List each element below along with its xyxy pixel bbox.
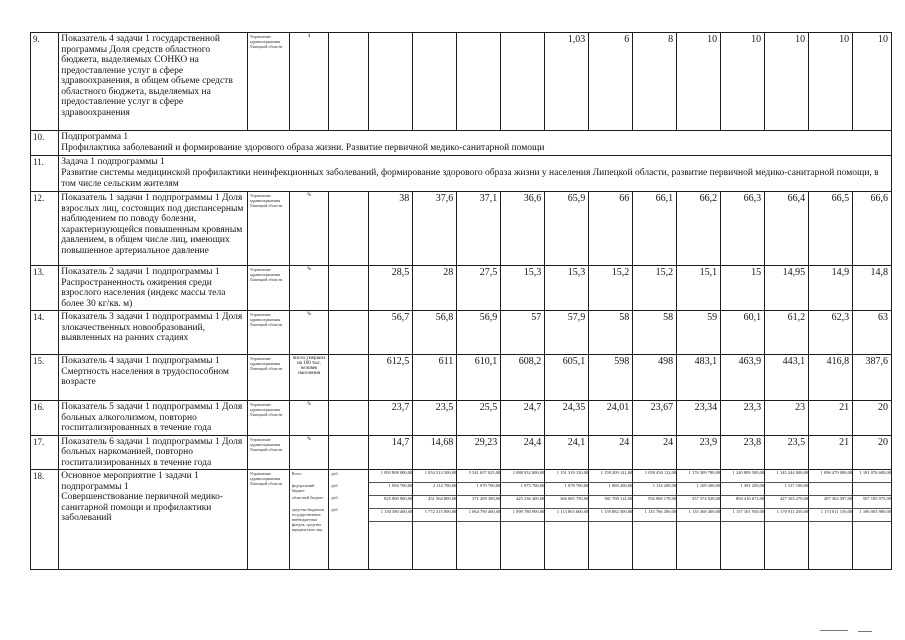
value-cell: 24 bbox=[589, 435, 633, 470]
finance-year-cell bbox=[721, 470, 765, 570]
table-row bbox=[31, 131, 892, 156]
table-row bbox=[31, 311, 892, 355]
row-number: 13. bbox=[31, 266, 59, 311]
finance-amount: 1 391 250,00 bbox=[721, 483, 764, 496]
executor-name: Управление здравоохранения Липецкой области bbox=[247, 266, 289, 311]
executor-name: Управление здравоохранения Липецкой области bbox=[247, 192, 289, 266]
finance-source-label: средства бюджетов государственных внебюджетных фондов, средства юридических лиц bbox=[291, 507, 325, 532]
value-cell: 21 bbox=[809, 435, 853, 470]
finance-year-cell bbox=[809, 470, 853, 570]
finance-unit: руб. bbox=[331, 495, 339, 500]
row-number: 15. bbox=[31, 355, 59, 401]
finance-sources bbox=[289, 470, 329, 570]
row-number: 17. bbox=[31, 435, 59, 470]
value-cell bbox=[457, 33, 501, 131]
finance-amount: 1 088 932 000,00 bbox=[501, 470, 544, 483]
finance-amount: 1 069 200,00 bbox=[589, 483, 632, 496]
finance-amount: 427 163 279,00 bbox=[765, 496, 808, 509]
value-cell bbox=[329, 192, 369, 266]
indicator-name: Показатель 1 задачи 1 подпрограммы 1 Доля взрослых лиц, состоящих под диспансерным наблюдением по поводу болезни, характеризующейся повышенным кровяным давлением, в общем числе лиц, имеющих повышенное артериальное давление bbox=[59, 192, 248, 266]
value-cell: 8 bbox=[633, 33, 677, 131]
value-cell: 416,8 bbox=[809, 355, 853, 401]
finance-year-cell bbox=[501, 470, 545, 570]
value-cell: 24 bbox=[633, 435, 677, 470]
finance-amount: 1 145 244 000,00 bbox=[765, 470, 808, 483]
section-heading: Подпрограмма 1 Профилактика заболеваний и формирование здорового образа жизни. Развитие первичной медико-санитарной помощи bbox=[59, 131, 892, 156]
value-cell: 23,34 bbox=[677, 401, 721, 436]
indicator-name: Показатель 4 задачи 1 государственной программы Доля средств областного бюджета, выделяемых СОНКО на предоставление услуг в сфере здравоохранения, в общем объеме средств областного бюджета, выделяемых на предоставление услуг в сфере здравоохранения bbox=[59, 33, 248, 131]
value-cell: 10 bbox=[765, 33, 809, 131]
finance-amount: 381 769 114,00 bbox=[589, 496, 632, 509]
row-number: 12. bbox=[31, 192, 59, 266]
value-cell: 24,01 bbox=[589, 401, 633, 436]
value-cell: 37,6 bbox=[413, 192, 457, 266]
value-cell: 63 bbox=[853, 311, 892, 355]
value-cell: 15,3 bbox=[501, 266, 545, 311]
finance-amount: 371 209 300,00 bbox=[457, 496, 500, 509]
value-cell: 10 bbox=[853, 33, 892, 131]
value-cell: 443,1 bbox=[765, 355, 809, 401]
finance-unit: руб. bbox=[331, 483, 339, 488]
value-cell: 612,5 bbox=[369, 355, 413, 401]
table-row bbox=[31, 266, 892, 311]
value-cell: 24,1 bbox=[545, 435, 589, 470]
table-row bbox=[31, 192, 892, 266]
value-cell: 24,7 bbox=[501, 401, 545, 436]
value-cell: 58 bbox=[589, 311, 633, 355]
value-cell bbox=[329, 355, 369, 401]
unit-cell: % bbox=[289, 192, 329, 266]
value-cell: 15,2 bbox=[633, 266, 677, 311]
value-cell bbox=[329, 401, 369, 436]
finance-amount: 451 564 800,00 bbox=[413, 496, 456, 509]
finance-amount bbox=[809, 483, 852, 496]
row-number: 16. bbox=[31, 401, 59, 436]
executor-name: Управление здравоохранения Липецкой области bbox=[247, 355, 289, 401]
value-cell: 14,95 bbox=[765, 266, 809, 311]
value-cell: 1,03 bbox=[545, 33, 589, 131]
unit-cell: % bbox=[289, 311, 329, 355]
table-row bbox=[31, 401, 892, 436]
value-cell: 56,9 bbox=[457, 311, 501, 355]
finance-amount: 5 541 657 025,00 bbox=[457, 470, 500, 483]
value-cell: 65,9 bbox=[545, 192, 589, 266]
value-cell: 23,5 bbox=[765, 435, 809, 470]
finance-unit: руб. bbox=[331, 471, 339, 476]
finance-amount: 1 094 700,00 bbox=[369, 483, 412, 496]
value-cell: 24,4 bbox=[501, 435, 545, 470]
value-cell: 58 bbox=[633, 311, 677, 355]
finance-amount: 1 772 315 000,00 bbox=[413, 509, 456, 522]
finance-amount: 507 185 075,00 bbox=[853, 496, 891, 509]
value-cell: 23,3 bbox=[721, 401, 765, 436]
value-cell: 15,1 bbox=[677, 266, 721, 311]
finance-amount: 497 363 597,00 bbox=[809, 496, 852, 509]
value-cell: 21 bbox=[809, 401, 853, 436]
value-cell bbox=[329, 435, 369, 470]
table-row bbox=[31, 470, 892, 570]
value-cell: 608,2 bbox=[501, 355, 545, 401]
value-cell bbox=[329, 33, 369, 131]
finance-year-cell bbox=[545, 470, 589, 570]
row-number: 18. bbox=[31, 470, 59, 570]
value-cell bbox=[501, 33, 545, 131]
finance-amount: 1 157 101 950,00 bbox=[721, 509, 764, 522]
finance-amount: 1 150 580 400,00 bbox=[369, 509, 412, 522]
table-row bbox=[31, 156, 892, 192]
row-number: 9. bbox=[31, 33, 59, 131]
value-cell: 6 bbox=[589, 33, 633, 131]
value-cell: 66 bbox=[589, 192, 633, 266]
finance-unit: руб. bbox=[331, 507, 339, 512]
value-cell: 24,35 bbox=[545, 401, 589, 436]
finance-year-cell bbox=[633, 470, 677, 570]
value-cell: 29,23 bbox=[457, 435, 501, 470]
value-cell: 23,9 bbox=[677, 435, 721, 470]
value-cell: 60,1 bbox=[721, 311, 765, 355]
value-cell: 37,1 bbox=[457, 192, 501, 266]
value-cell bbox=[329, 311, 369, 355]
unit-cell: % bbox=[289, 266, 329, 311]
value-cell: 10 bbox=[809, 33, 853, 131]
table-row bbox=[31, 435, 892, 470]
finance-year-cell bbox=[369, 470, 413, 570]
value-cell: 23,5 bbox=[413, 401, 457, 436]
value-cell: 57 bbox=[501, 311, 545, 355]
finance-amount: 1 059 450 112,00 bbox=[633, 470, 676, 483]
finance-amount: 1 093 808 000,00 bbox=[369, 470, 412, 483]
finance-amount: 1 070 700,00 bbox=[457, 483, 500, 496]
finance-year-cell bbox=[457, 470, 501, 570]
value-cell: 28 bbox=[413, 266, 457, 311]
finance-year-cell bbox=[677, 470, 721, 570]
finance-amount: 556 968 178,00 bbox=[633, 496, 676, 509]
finance-units bbox=[329, 470, 369, 570]
finance-amount: 1 155 368 400,00 bbox=[677, 509, 720, 522]
unit-cell: 4 bbox=[289, 33, 329, 131]
finance-year-cell bbox=[765, 470, 809, 570]
value-cell: 66,5 bbox=[809, 192, 853, 266]
value-cell: 56,8 bbox=[413, 311, 457, 355]
indicator-name: Основное мероприятие 1 задачи 1 подпрограммы 1 Совершенствование первичной медико-санитарной помощи и профилактики заболеваний bbox=[59, 470, 248, 570]
row-number: 14. bbox=[31, 311, 59, 355]
value-cell: 463,9 bbox=[721, 355, 765, 401]
value-cell: 61,2 bbox=[765, 311, 809, 355]
value-cell: 56,7 bbox=[369, 311, 413, 355]
indicator-name: Показатель 2 задачи 1 подпрограммы 1 Распространенность ожирения среди взрослого населения (индекс массы тела более 30 кг/кв. м) bbox=[59, 266, 248, 311]
executor-name: Управление здравоохранения Липецкой области bbox=[247, 470, 289, 570]
value-cell: 57,9 bbox=[545, 311, 589, 355]
executor-name: Управление здравоохранения Липецкой области bbox=[247, 435, 289, 470]
executor-name: Управление здравоохранения Липецкой области bbox=[247, 311, 289, 355]
finance-year-cell bbox=[413, 470, 457, 570]
value-cell: 66,3 bbox=[721, 192, 765, 266]
executor-name: Управление здравоохранения Липецкой области bbox=[247, 33, 289, 131]
unit-cell: число умерших на 100 тыс. человек населения bbox=[289, 355, 329, 401]
finance-amount: 2 114 700,00 bbox=[413, 483, 456, 496]
value-cell: 15 bbox=[721, 266, 765, 311]
value-cell: 611 bbox=[413, 355, 457, 401]
finance-amount: 1 099 780 900,00 bbox=[501, 509, 544, 522]
finance-amount: 1 096 479 000,00 bbox=[809, 470, 852, 483]
finance-amount: 1 078 700,00 bbox=[545, 483, 588, 496]
value-cell: 20 bbox=[853, 401, 892, 436]
value-cell: 14,9 bbox=[809, 266, 853, 311]
value-cell: 387,6 bbox=[853, 355, 892, 401]
value-cell: 27,5 bbox=[457, 266, 501, 311]
finance-amount: 1 114 200,00 bbox=[633, 483, 676, 496]
finance-amount: 825 800 900,00 bbox=[369, 496, 412, 509]
indicator-name: Показатель 3 задачи 1 подпрограммы 1 Доля злокачественных новообразований, выявленных на ранних стадиях bbox=[59, 311, 248, 355]
value-cell bbox=[369, 33, 413, 131]
finance-amount bbox=[853, 483, 891, 496]
value-cell: 25,5 bbox=[457, 401, 501, 436]
finance-amount: 1 159 209 141,00 bbox=[589, 470, 632, 483]
finance-year-cell bbox=[853, 470, 892, 570]
finance-amount: 1 186 003 900,00 bbox=[853, 509, 891, 522]
value-cell: 66,4 bbox=[765, 192, 809, 266]
finance-amount: 1 075 700,00 bbox=[501, 483, 544, 496]
value-cell: 66,2 bbox=[677, 192, 721, 266]
value-cell: 483,1 bbox=[677, 355, 721, 401]
value-cell: 14,7 bbox=[369, 435, 413, 470]
finance-year-cell bbox=[589, 470, 633, 570]
value-cell: 59 bbox=[677, 311, 721, 355]
finance-amount: 1 151 319 150,00 bbox=[545, 470, 588, 483]
finance-source-label: областной бюджет bbox=[291, 495, 324, 500]
finance-amount: 1 064 790 400,00 bbox=[457, 509, 500, 522]
finance-amount: 1 135 766 300,00 bbox=[633, 509, 676, 522]
row-number: 11. bbox=[31, 156, 59, 192]
value-cell: 14,68 bbox=[413, 435, 457, 470]
value-cell bbox=[329, 266, 369, 311]
value-cell: 62,3 bbox=[809, 311, 853, 355]
value-cell: 23,67 bbox=[633, 401, 677, 436]
value-cell: 36,6 bbox=[501, 192, 545, 266]
value-cell: 23,7 bbox=[369, 401, 413, 436]
section-heading: Задача 1 подпрограммы 1 Развитие системы медицинской профилактики неинфекционных заболеваний, формирование здорового образа жизни у населения Липецкой области, развитие первичной медико-санитарной помощи, в том числе сельским жителям bbox=[59, 156, 892, 192]
value-cell: 66,6 bbox=[853, 192, 892, 266]
unit-cell: % bbox=[289, 401, 329, 436]
indicator-name: Показатель 6 задачи 1 подпрограммы 1 Доля больных наркоманией, повторно госпитализированных в течение года bbox=[59, 435, 248, 470]
finance-amount: 1 159 882 500,00 bbox=[589, 509, 632, 522]
executor-name: Управление здравоохранения Липецкой области bbox=[247, 401, 289, 436]
finance-amount: 1 054 513 500,00 bbox=[413, 470, 456, 483]
value-cell: 610,1 bbox=[457, 355, 501, 401]
finance-amount: 1 176 309 780,00 bbox=[677, 470, 720, 483]
finance-amount: 1 109 200,00 bbox=[677, 483, 720, 496]
finance-amount: 425 236 300,00 bbox=[501, 496, 544, 509]
finance-amount: 1 174 011 150,00 bbox=[809, 509, 852, 522]
finance-amount: 366 685 750,00 bbox=[545, 496, 588, 509]
indicator-name: Показатель 4 задачи 1 подпрограммы 1 Смертность населения в трудоспособном возрасте bbox=[59, 355, 248, 401]
finance-source-label: федеральный бюджет bbox=[291, 483, 315, 493]
indicators-table bbox=[30, 32, 892, 570]
value-cell bbox=[413, 33, 457, 131]
value-cell: 598 bbox=[589, 355, 633, 401]
finance-amount: 1 137 100,00 bbox=[765, 483, 808, 496]
table-row bbox=[31, 355, 892, 401]
value-cell: 605,1 bbox=[545, 355, 589, 401]
value-cell: 66,1 bbox=[633, 192, 677, 266]
finance-source-label: Всего bbox=[291, 471, 302, 476]
finance-amount: 1 113 863 600,00 bbox=[545, 509, 588, 522]
finance-amount: 1 181 076 600,00 bbox=[853, 470, 891, 483]
value-cell: 28,5 bbox=[369, 266, 413, 311]
finance-amount: 1 170 911 250,00 bbox=[765, 509, 808, 522]
value-cell: 15,2 bbox=[589, 266, 633, 311]
value-cell: 14,8 bbox=[853, 266, 892, 311]
value-cell: 498 bbox=[633, 355, 677, 401]
finance-amount: 894 416 673,00 bbox=[721, 496, 764, 509]
value-cell: 10 bbox=[677, 33, 721, 131]
value-cell: 23,8 bbox=[721, 435, 765, 470]
value-cell: 15,3 bbox=[545, 266, 589, 311]
table-row bbox=[31, 33, 892, 131]
value-cell: 10 bbox=[721, 33, 765, 131]
row-number: 10. bbox=[31, 131, 59, 156]
unit-cell: % bbox=[289, 435, 329, 470]
value-cell: 38 bbox=[369, 192, 413, 266]
finance-amount: 1 240 809 500,00 bbox=[721, 470, 764, 483]
value-cell: 23 bbox=[765, 401, 809, 436]
finance-amount: 357 374 928,00 bbox=[677, 496, 720, 509]
indicator-name: Показатель 5 задачи 1 подпрограммы 1 Доля больных алкоголизмом, повторно госпитализированных в течение года bbox=[59, 401, 248, 436]
value-cell: 20 bbox=[853, 435, 892, 470]
